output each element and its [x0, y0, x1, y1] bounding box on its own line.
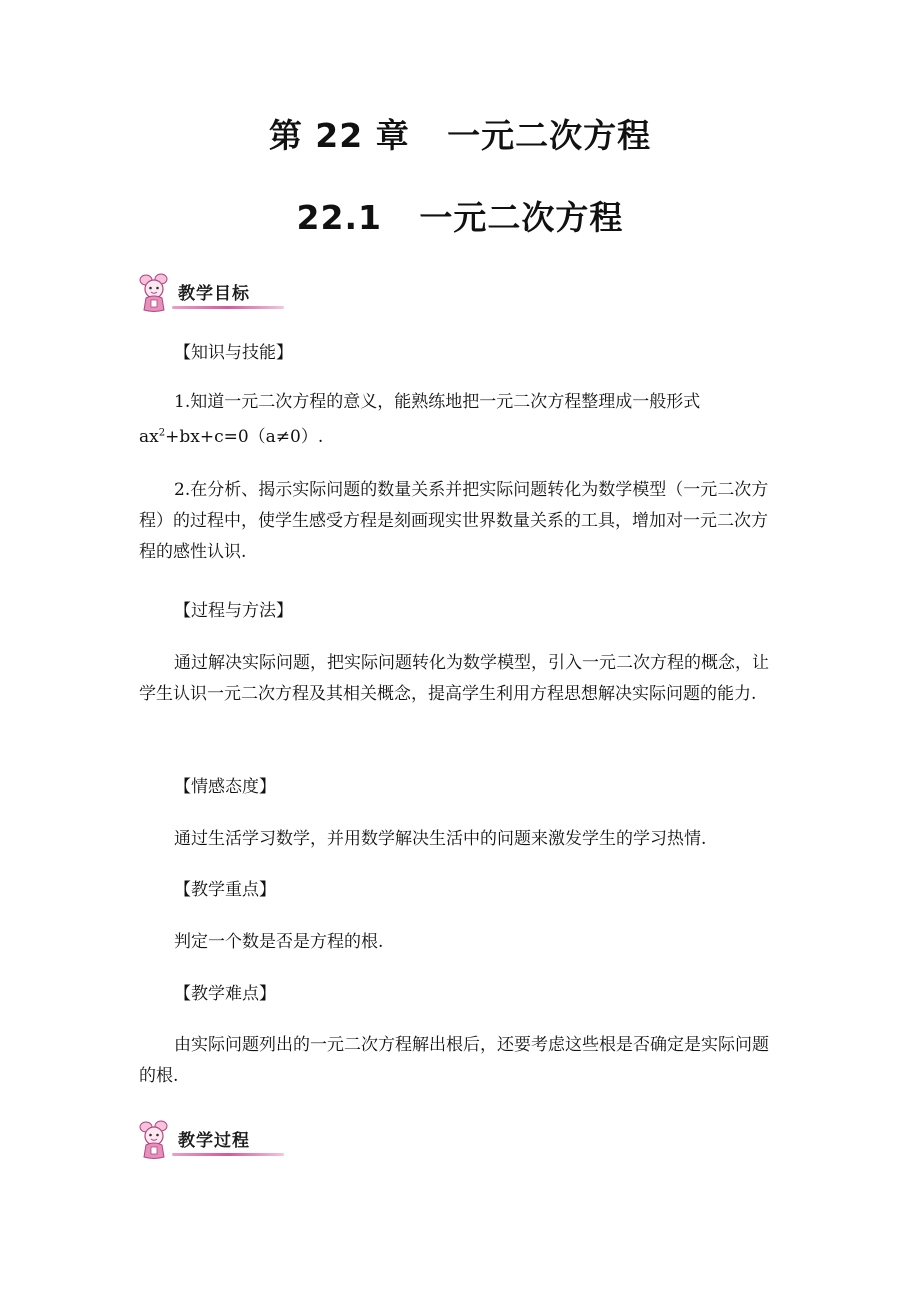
teaching-process-badge [134, 1119, 282, 1161]
badge-label: 教学目标 [178, 284, 250, 304]
formula-exponent: 2 [158, 427, 166, 439]
key-point-heading: 【教学重点】 [174, 880, 276, 900]
cartoon-girl-icon [134, 272, 176, 314]
section-title: 22.1 一元二次方程 [296, 198, 624, 237]
attitude-text: 通过生活学习数学，并用数学解决生活中的问题来激发学生的学习热情. [174, 829, 707, 849]
formula-part-b: +bx+c=0（a≠0）. [165, 427, 324, 447]
difficulty-heading: 【教学难点】 [174, 984, 276, 1004]
badge-underline [172, 1153, 284, 1156]
teaching-objectives-badge [134, 272, 282, 314]
knowledge-item2: 2.在分析、揭示实际问题的数量关系并把实际问题转化为数学模型（一元二次方程）的过程中，使学生感受方程是刻画现实世界数量关系的工具，增加对一元二次方程的感性认识. [139, 480, 769, 562]
attitude-heading: 【情感态度】 [174, 777, 276, 797]
key-point-text: 判定一个数是否是方程的根. [174, 932, 384, 952]
process-method-text: 通过解决实际问题，把实际问题转化为数学模型，引入一元二次方程的概念，让学生认识一元二次方程及其相关概念，提高学生利用方程思想解决实际问题的能力. [139, 653, 769, 704]
chapter-title: 第 22 章 一元二次方程 [268, 116, 652, 155]
knowledge-item1-formula [139, 422, 784, 453]
cartoon-girl-icon [134, 1119, 176, 1161]
process-method-heading: 【过程与方法】 [174, 601, 293, 621]
knowledge-item1-line1: 1.知道一元二次方程的意义，能熟练地把一元二次方程整理成一般形式 [174, 392, 701, 412]
badge-underline [172, 306, 284, 309]
formula-part-a: ax [139, 427, 159, 447]
knowledge-heading: 【知识与技能】 [174, 343, 293, 363]
badge-label: 教学过程 [178, 1131, 250, 1151]
difficulty-text: 由实际问题列出的一元二次方程解出根后，还要考虑这些根是否确定是实际问题的根. [139, 1035, 769, 1086]
